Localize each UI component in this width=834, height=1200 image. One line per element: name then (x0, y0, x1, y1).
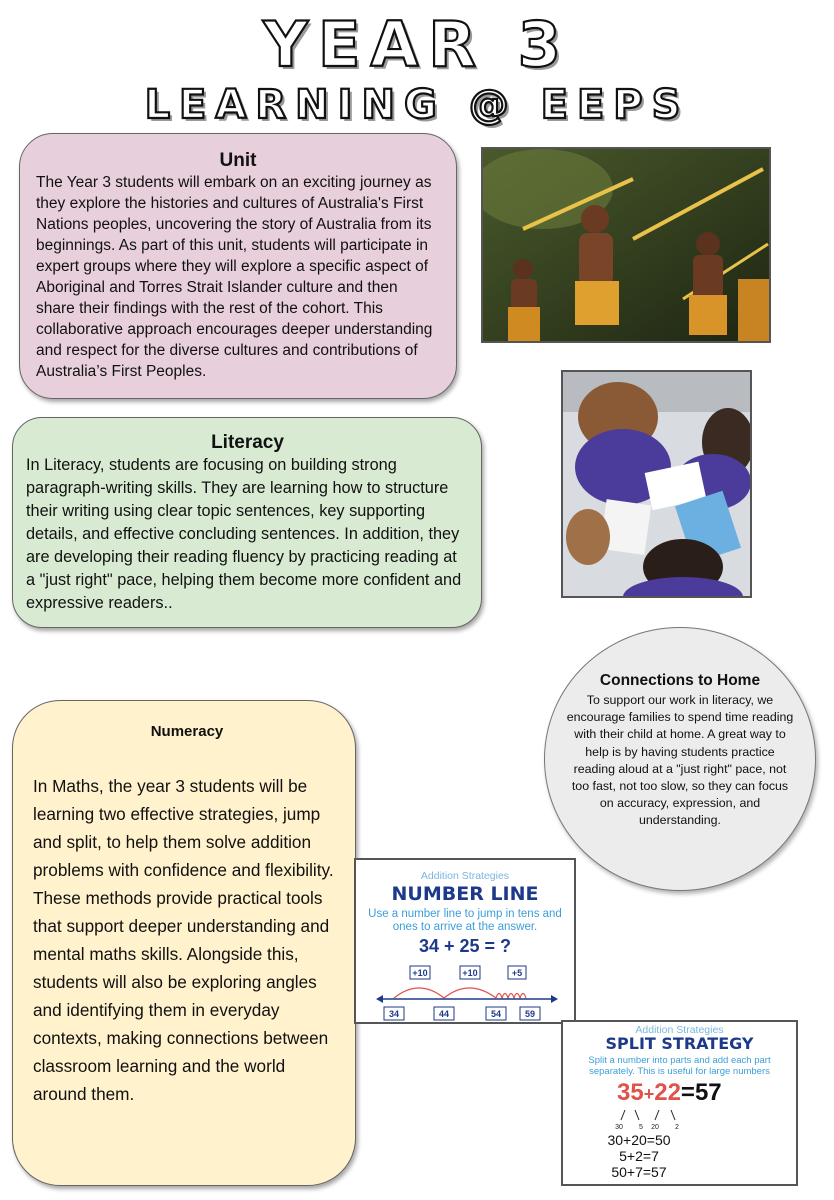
numeracy-text: In Maths, the year 3 students will be learning two effective strategies, jump and split, to help them solve addition problems with confidence and flexibility. These methods provide practical tools that support deeper understanding and mental maths skills. Alongside this, students will also be exploring angles and identifying them in everyday contexts, making connections between classroom learning and the world around them. (33, 776, 334, 1104)
number-line-diagram (356, 964, 573, 1024)
number-line-title: NUMBER LINE (391, 883, 539, 905)
tick-label: 59 (524, 1009, 536, 1019)
split-title: SPLIT STRATEGY (605, 1034, 754, 1053)
split-eq-b: 22 (654, 1079, 681, 1106)
connections-heading: Connections to Home (599, 672, 761, 689)
jump-label: +10 (412, 968, 428, 978)
split-step: 30+20=50 (607, 1132, 671, 1148)
literacy-heading: Literacy (211, 432, 284, 453)
split-eq-plus: + (643, 1084, 655, 1104)
literacy-text: In Literacy, students are focusing on building strong paragraph-writing skills. They are learning how to structure their writing using clear topic sentences, key supporting details, and effective concluding sentences. In addition, they are developing their reading fluency by practicing reading at a "just right" pace, helping them become more confident and expressive readers.. (26, 456, 462, 612)
tick-label: 34 (388, 1009, 400, 1019)
split-steps (563, 1132, 715, 1180)
number-line-description: Use a number line to jump in tens and ones to arrive at the answer. (368, 908, 562, 933)
split-part: 20 (651, 1124, 659, 1131)
split-part: 30 (615, 1124, 623, 1131)
page-subtitle: LEARNING @ EEPS (144, 82, 690, 128)
split-step: 5+2=7 (619, 1148, 659, 1164)
students-reading-photo (561, 370, 752, 598)
split-equation (617, 1079, 722, 1107)
tick-label: 54 (490, 1009, 502, 1019)
split-eq-rest: =57 (680, 1079, 722, 1106)
split-strategy-card (561, 1020, 798, 1186)
split-description: Split a number into parts and add each part separately. This is useful for large numbers (588, 1055, 771, 1077)
unit-panel (19, 133, 457, 399)
cultural-dance-photo (481, 147, 771, 343)
numeracy-panel (12, 700, 356, 1186)
split-part: 2 (675, 1124, 679, 1131)
jump-label: +5 (511, 968, 523, 978)
split-parts-diagram (613, 1106, 733, 1132)
unit-text: The Year 3 students will embark on an exciting journey as they explore the histories and cultures of Australia's First Nations peoples, uncovering the story of Australia from its beginnings. As part of this unit, students will participate in expert groups where they will explore a specific aspect of Aboriginal and Torres Strait Islander culture and then share their findings with the rest of the cohort. This collaborative approach encourages deeper understanding and respect for the diverse cultures and contributions of Australia’s First Peoples. (36, 174, 433, 380)
connections-to-home-panel (544, 627, 816, 891)
number-line-card (354, 858, 576, 1024)
numeracy-heading: Numeracy (150, 723, 224, 740)
split-step: 50+7=57 (611, 1164, 667, 1180)
split-subtitle: Addition Strategies (635, 1024, 724, 1036)
page-title: YEAR 3 (263, 8, 571, 81)
unit-heading: Unit (219, 150, 257, 171)
connections-text: To support our work in literacy, we encourage families to spend time reading with their child at home. A great way to help is by having students practice reading aloud at a "just right" pace, not too fast, not too slow, so they can focus on accuracy, expression, and understanding. (566, 693, 794, 828)
split-part: 5 (639, 1124, 643, 1131)
tick-label: 44 (438, 1009, 450, 1019)
number-line-equation: 34 + 25 = ? (418, 936, 512, 956)
split-eq-a: 35 (617, 1079, 644, 1106)
literacy-panel (12, 417, 482, 628)
jump-label: +10 (462, 968, 478, 978)
number-line-subtitle: Addition Strategies (420, 870, 510, 882)
